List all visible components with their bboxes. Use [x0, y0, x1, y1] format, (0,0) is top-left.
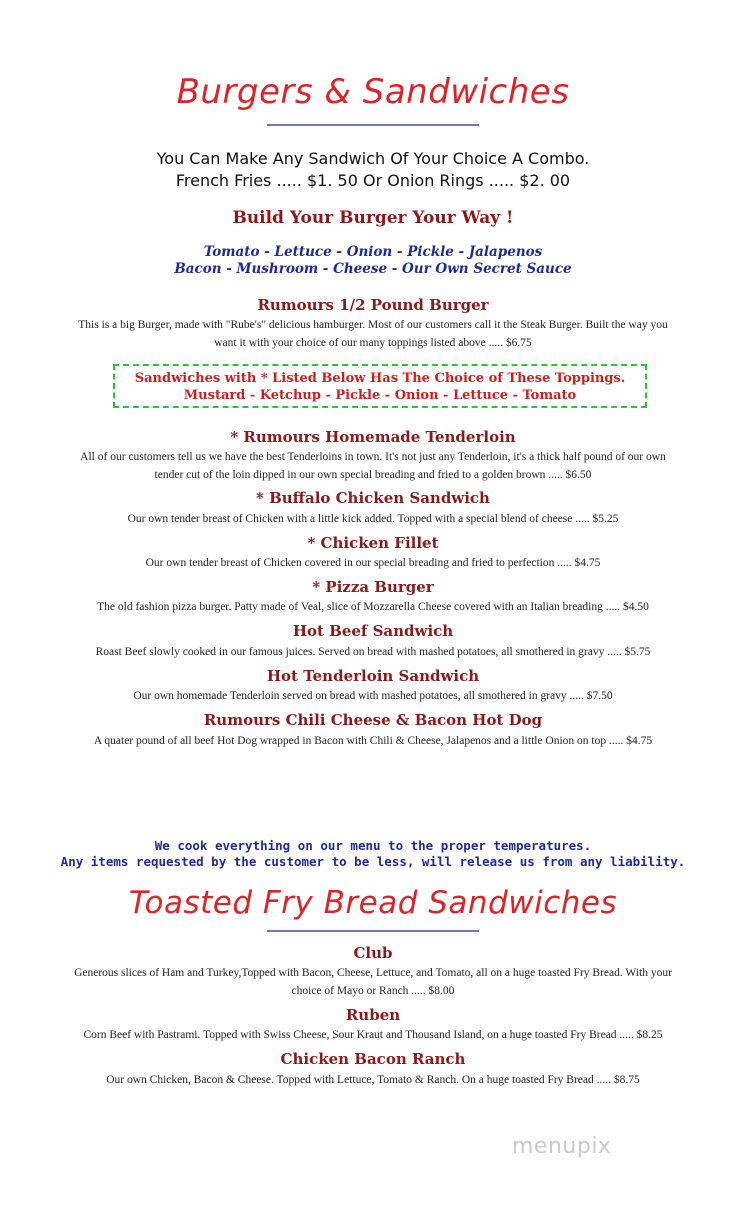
toppings-box — [113, 364, 647, 408]
menupix-watermark: menupix — [512, 1134, 612, 1159]
title-underline — [267, 124, 479, 126]
title-underline — [267, 930, 479, 932]
item-desc: Our own Chicken, Bacon & Cheese. Topped with Lettuce, Tomato & Ranch. On a huge toasted Fry Bread ..... $8.75 — [106, 1074, 640, 1086]
item-desc: Generous slices of Ham and Turkey,Topped with Bacon, Cheese, Lettuce, and Tomato, all on a huge toasted Fry Bread. With your — [74, 967, 672, 979]
item-title: * Chicken Fillet — [307, 534, 439, 552]
item-desc: The old fashion pizza burger. Patty made of Veal, slice of Mozzarella Cheese covered with an Italian breading ..... $4.50 — [97, 601, 649, 613]
item-title: Hot Beef Sandwich — [292, 622, 454, 640]
section-title-burgers: Burgers & Sandwiches — [176, 72, 570, 112]
item-title: Rumours Chili Cheese & Bacon Hot Dog — [203, 711, 543, 729]
item-title: Hot Tenderloin Sandwich — [266, 667, 480, 685]
item-desc: choice of Mayo or Ranch ..... $8.00 — [291, 985, 455, 997]
item-desc: All of our customers tell us we have the best Tenderloins in town. It's not just any Tenderloin, it's a thick half pound of our own — [80, 451, 666, 463]
combo-line-1: You Can Make Any Sandwich Of Your Choice A Combo. — [156, 149, 590, 168]
toppings-box-line-2: Mustard - Ketchup - Pickle - Onion - Lettuce - Tomato — [183, 388, 577, 403]
build-burger-heading: Build Your Burger Your Way ! — [232, 208, 514, 228]
toppings-box-line-1: Sandwiches with * Listed Below Has The Choice of These Toppings. — [134, 371, 626, 386]
item-title: Club — [353, 944, 393, 962]
rumours-burger-desc-1: This is a big Burger, made with "Rube's" delicious hamburger. Most of our customers call it the Steak Burger. Built the way you — [78, 319, 668, 331]
item-desc: A quater pound of all beef Hot Dog wrapped in Bacon with Chili & Cheese, Jalapenos and a little Onion on top ..... $4.75 — [93, 735, 653, 747]
item-title: Ruben — [345, 1006, 401, 1024]
toppings-line-2: Bacon - Mushroom - Cheese - Our Own Secret Sauce — [174, 261, 572, 277]
rumours-burger-desc-2: want it with your choice of our many toppings listed above ..... $6.75 — [214, 337, 532, 349]
item-desc: Corn Beef with Pastrami. Topped with Swiss Cheese, Sour Kraut and Thousand Island, on a huge toasted Fry Bread ..... $8.25 — [83, 1029, 663, 1041]
item-desc: tender cut of the loin dipped in our own special breading and fried to a golden brown ..... $6.50 — [154, 469, 592, 481]
toppings-line-1: Tomato - Lettuce - Onion - Pickle - Jalapenos — [203, 244, 543, 260]
notice-line-2: Any items requested by the customer to be less, will release us from any liability. — [60, 854, 686, 869]
combo-line-2: French Fries ..... $1. 50 Or Onion Rings ..... $2. 00 — [175, 171, 571, 190]
notice-line-1: We cook everything on our menu to the proper temperatures. — [154, 838, 592, 853]
rumours-burger-title: Rumours 1/2 Pound Burger — [257, 296, 489, 314]
item-desc: Roast Beef slowly cooked in our famous juices. Served on bread with mashed potatoes, all smothered in gravy ..... $5.75 — [95, 646, 651, 658]
item-title: * Pizza Burger — [312, 578, 434, 596]
item-desc: Our own tender breast of Chicken with a little kick added. Topped with a special blend of cheese ..... $5.25 — [127, 513, 619, 525]
item-title: * Buffalo Chicken Sandwich — [256, 489, 490, 507]
section-title-fry-bread: Toasted Fry Bread Sandwiches — [128, 885, 618, 921]
item-desc: Our own tender breast of Chicken covered in our special breading and fried to perfection ..... $4.75 — [145, 557, 601, 569]
item-title: * Rumours Homemade Tenderloin — [230, 428, 516, 446]
item-title: Chicken Bacon Ranch — [280, 1050, 466, 1068]
item-desc: Our own homemade Tenderloin served on bread with mashed potatoes, all smothered in gravy ..... $7.50 — [133, 690, 613, 702]
